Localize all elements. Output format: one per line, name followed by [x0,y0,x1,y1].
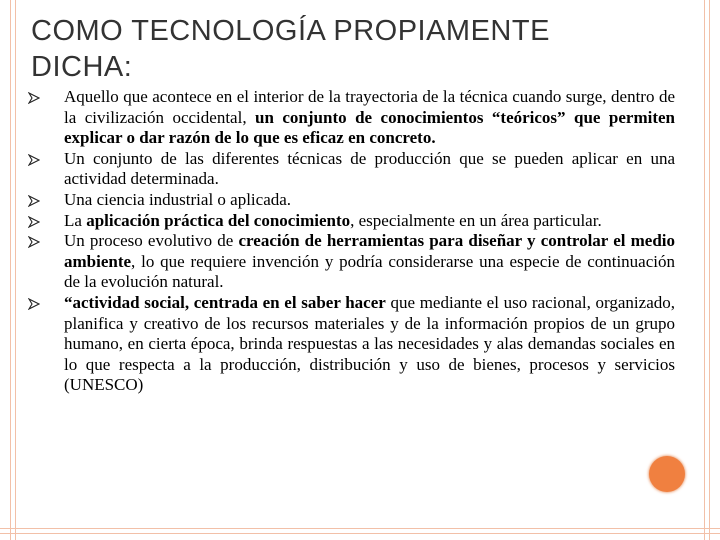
accent-circle [649,456,685,492]
bullet-text: La [64,210,87,230]
bullet-text: Un proceso evolutivo de [64,231,239,251]
bullet-list [28,87,675,396]
bullet-text: Un conjunto de las diferentes técnicas de producción que se pueden aplicar en una actividad determinada. [64,148,675,189]
arrow-bullet-icon [28,92,40,104]
bullet-text-bold: aplicación práctica del conocimiento [86,210,351,230]
bullet-text: , especialmente en un área particular. [350,210,602,230]
frame-line-left-outer [10,0,11,540]
bullet-item [28,211,675,232]
frame-line-right-inner [704,0,705,540]
frame-line-right-outer [709,0,710,540]
bullet-item [28,149,675,190]
bullet-text: , lo que requiere invención y podría considerarse una especie de continuación de la evolución natural. [64,251,675,292]
bullet-item [28,231,675,293]
frame-line-left-inner [15,0,16,540]
bullet-text-bold: un conjunto de conocimientos “teóricos” que permiten explicar o dar razón de lo que es eficaz en concreto. [64,107,675,148]
bullet-item [28,190,675,211]
bullet-text-bold: “actividad social, centrada en el saber hacer [64,292,386,312]
frame-line-bottom-outer [0,533,720,534]
bullet-text: Una ciencia industrial o aplicada. [64,189,292,209]
arrow-bullet-icon [28,195,40,207]
bullet-text: Aquello que acontece en el interior de la trayectoria de la técnica cuando surge, dentro de la civilización occidental, [64,87,675,127]
arrow-bullet-icon [28,298,40,310]
bullet-item [28,293,675,396]
arrow-bullet-icon [28,236,40,248]
bullet-item [28,87,675,149]
title-line-1: COMO TECNOLOGÍA PROPIAMENTE [31,15,550,48]
title-line-2: DICHA: [31,51,133,84]
arrow-bullet-icon [28,216,40,228]
bullet-text-bold: creación de herramientas para diseñar y controlar el medio ambiente [64,231,675,271]
frame-line-bottom-inner [0,528,720,529]
slide-title [31,13,671,85]
arrow-bullet-icon [28,154,40,166]
bullet-text: que mediante el uso racional, organizado, planifica y creativo de los recursos materiales y de la información propios de un grupo humano, en cierta época, brinda respuestas a las necesidades y alas demandas sociales en lo que respecta a la producción, distribución y uso de bienes, procesos y servicios (UNESCO) [64,292,675,395]
